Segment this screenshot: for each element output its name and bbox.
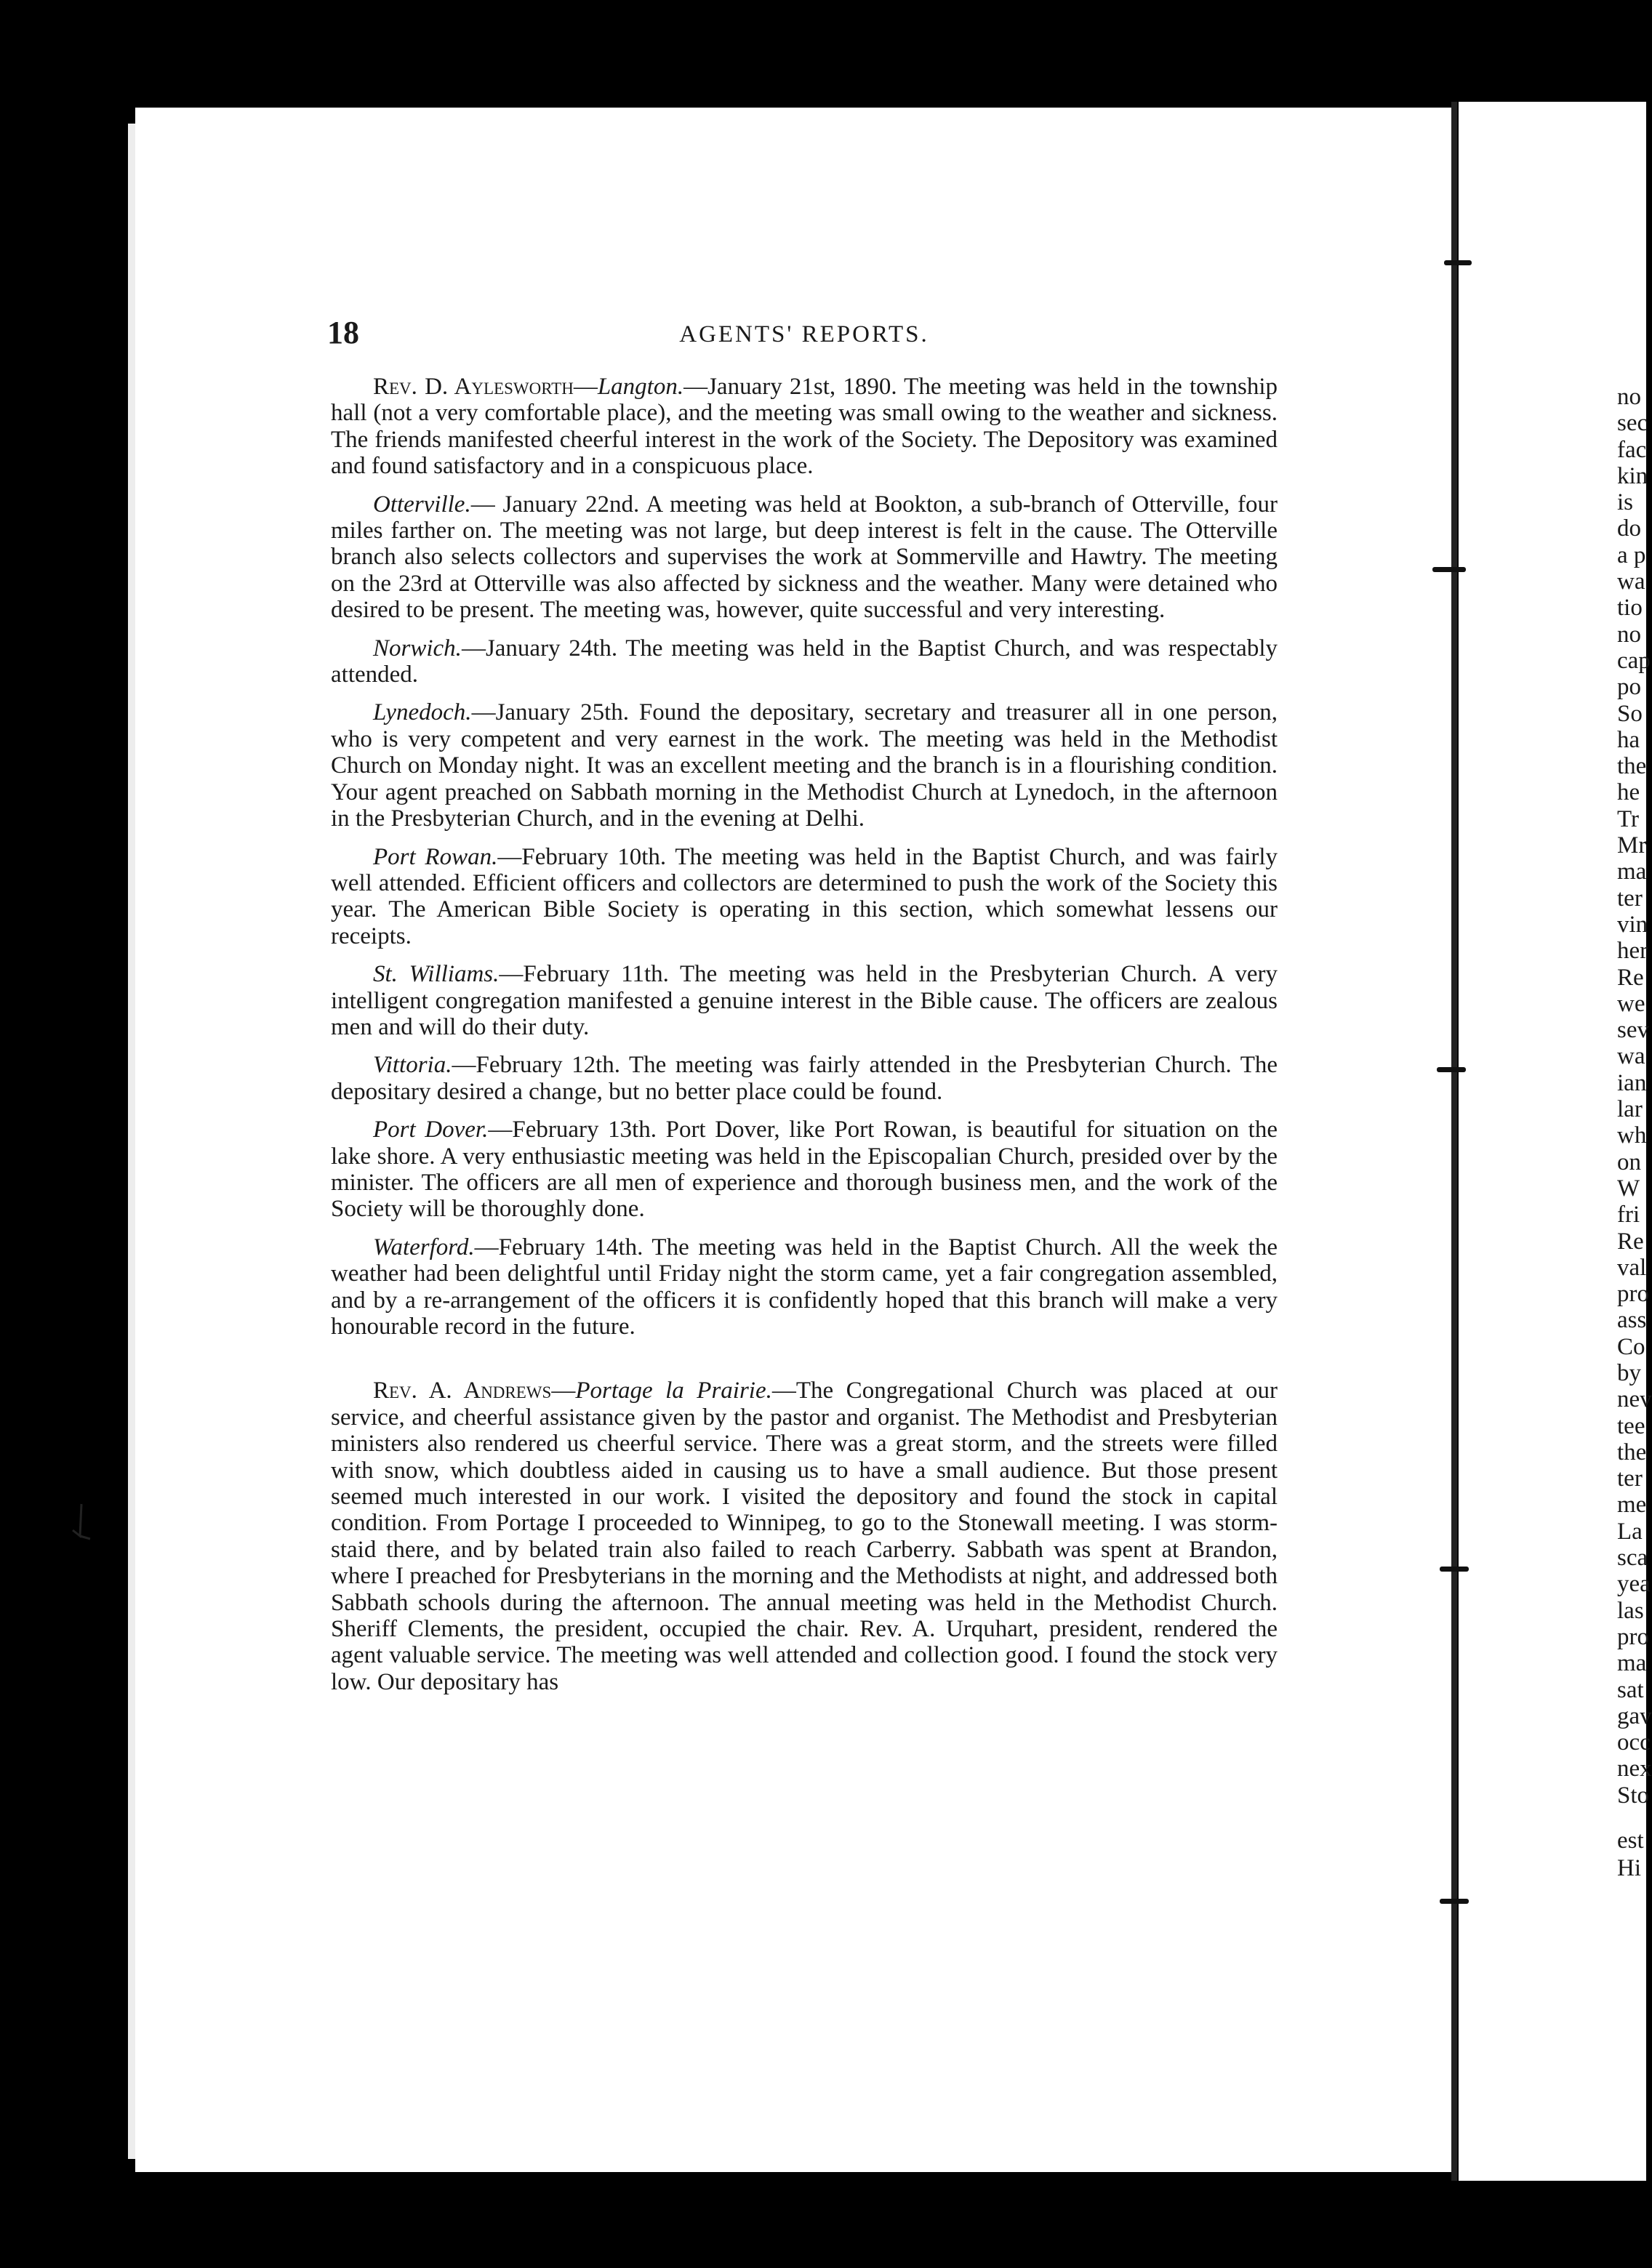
facing-page-line: lar — [1617, 1096, 1643, 1123]
place-name: Lynedoch. — [373, 699, 472, 726]
facing-page-line: no — [1617, 384, 1641, 410]
facing-page-line: on — [1617, 1149, 1641, 1175]
facing-page-line: po — [1617, 674, 1641, 701]
facing-page-line: ter — [1617, 885, 1643, 912]
agent-name: Rev. A. Andrews — [373, 1378, 552, 1404]
facing-page-line: vin — [1617, 911, 1648, 938]
facing-page-line: Mr — [1617, 832, 1647, 859]
gutter-mark — [1437, 1067, 1466, 1072]
place-name: Norwich. — [373, 635, 462, 662]
facing-page-line: ian — [1617, 1069, 1647, 1096]
place-name: Vittoria. — [373, 1052, 452, 1079]
facing-page-line: gav — [1617, 1702, 1652, 1729]
facing-page-line: sec — [1617, 410, 1648, 437]
facing-page-line: is — [1617, 489, 1634, 516]
facing-page-line: fac — [1617, 436, 1647, 463]
place-name: Waterford. — [373, 1234, 475, 1260]
facing-page-line: kin — [1617, 462, 1648, 489]
facing-page-line: ma — [1617, 858, 1647, 885]
facing-page-line: do — [1617, 515, 1641, 542]
facing-page-line: wa — [1617, 568, 1645, 595]
facing-page-line: wa — [1617, 1043, 1645, 1070]
facing-page-line: ass — [1617, 1307, 1647, 1334]
paragraph-text: —February 12th. The meeting was fairly attended in the Presbyterian Church. The depositary desired a change, but no better place could be found. — [331, 1052, 1278, 1105]
facing-page-line: pro — [1617, 1281, 1649, 1308]
facing-page-line: her — [1617, 938, 1648, 965]
facing-page-line: Tr — [1617, 805, 1639, 832]
report-paragraph — [331, 1052, 1278, 1105]
paragraph-text: — January 22nd. A meeting was held at Bookton, a sub-branch of Otterville, four miles farther on. The meeting was not large, but deep interest is felt in the cause. The Otterville branch also selects collectors and supervises the work at Sommerville and Hawtry. The meeting on the 23rd at Otterville was also affected by sickness and the weather. Many were detained who desired to be present. The meeting was, however, quite successful and very interesting. — [331, 491, 1278, 624]
facing-page-line: occ — [1617, 1729, 1651, 1756]
facing-page-line: the — [1617, 753, 1647, 780]
place-name: Port Rowan. — [373, 843, 498, 870]
facing-page-line: no — [1617, 621, 1641, 648]
gutter-mark — [1440, 1567, 1469, 1572]
report-paragraph — [331, 1234, 1278, 1340]
facing-page-line: tee — [1617, 1412, 1645, 1439]
report-paragraph: Rev. D. Aylesworth—Langton.—January 21st, 1890. The meeting was held in the township hall (not a very comfortable place), and the meeting was small owing to the weather and sickness. The friends manifested cheerful interest in the work of the Society. The Depository was examined and found satisfactory and in a conspicuous place. — [331, 374, 1278, 480]
report-paragraph — [331, 635, 1278, 688]
facing-page-line: tio — [1617, 595, 1643, 622]
facing-page-line: me — [1617, 1492, 1647, 1519]
place-name: Portage la Prairie. — [575, 1378, 772, 1404]
pencil-mark-icon — [65, 1501, 95, 1552]
place-name: Otterville. — [373, 491, 471, 518]
facing-page-line: pro — [1617, 1623, 1649, 1650]
agent-name: Rev. D. Aylesworth — [373, 374, 574, 400]
report-text — [331, 374, 1278, 1707]
facing-page-line: W — [1617, 1175, 1640, 1202]
report-paragraph — [331, 699, 1278, 832]
facing-page-line: est — [1617, 1827, 1644, 1854]
facing-page-line: val — [1617, 1254, 1647, 1281]
report-paragraph — [331, 961, 1278, 1040]
paragraph-text: —January 24th. The meeting was held in the Baptist Church, and was respectably attended. — [331, 635, 1278, 688]
page-header — [327, 314, 1281, 358]
report-paragraph — [331, 1117, 1278, 1223]
facing-page-line: Co — [1617, 1333, 1645, 1360]
facing-page-line: a p — [1617, 542, 1646, 568]
facing-page-line: Hi — [1617, 1855, 1641, 1881]
place-name: Langton. — [597, 374, 684, 400]
paragraph-text: —The Congregational Church was placed at our service, and cheerful assistance given by the pastor and organist. The Methodist and Presbyterian ministers also rendered us cheerful service. There was a great storm, and the streets were filled with snow, which doubtless aided in causing us to have a small audience. But those present seemed much interested in our work. I visited the depository and found the stock in capital condition. From Portage I proceeded to Winnipeg, to go to the Stonewall meeting. I was storm-staid there, and by belated train also failed to reach Carberry. Sabbath was spent at Brandon, where I preached for Presbyterians in the morning and the Methodists at night, and addressed both Sabbath schools during the afternoon. The annual meeting was held in the Methodist Church. Sheriff Clements, the president, occupied the chair. Rev. A. Urquhart, president, rendered the agent valuable service. The meeting was well attended and collection good. I found the stock very low. Our depositary has — [331, 1378, 1278, 1695]
paragraph-text: —February 13th. Port Dover, like Port Rowan, is beautiful for situation on the lake shore. A very enthusiastic meeting was held in the Episcopalian Church, presided over by the minister. The officers are all men of experience and thorough business men, and the work of the Society will be thoroughly done. — [331, 1117, 1278, 1223]
facing-page-line: wh — [1617, 1122, 1647, 1149]
facing-page-line: yea — [1617, 1571, 1651, 1598]
gutter-mark — [1440, 1899, 1469, 1904]
facing-page-line: Re — [1617, 1228, 1644, 1255]
facing-page-line: las — [1617, 1597, 1644, 1624]
paragraph-text: —February 11th. The meeting was held in the Presbyterian Church. A very intelligent congregation manifested a genuine interest in the Bible cause. The officers are zealous men and will do their duty. — [331, 961, 1278, 1040]
facing-page-line: the — [1617, 1439, 1647, 1465]
paragraph-text: —February 14th. The meeting was held in the Baptist Church. All the week the weather had been delightful until Friday night the storm came, yet a fair congregation assembled, and by a re-arrangement of the officers it is confidently hoped that this branch will make a very honourable record in the future. — [331, 1234, 1278, 1340]
facing-page-line: ma — [1617, 1650, 1647, 1677]
report-paragraph — [331, 491, 1278, 624]
facing-page-line: ter — [1617, 1465, 1643, 1492]
facing-page-line: nev — [1617, 1386, 1652, 1413]
running-head: AGENTS' REPORTS. — [679, 321, 929, 347]
paragraph-text: —January 21st, 1890. The meeting was held in the township hall (not a very comfortable place), and the meeting was small owing to the weather and sickness. The friends manifested cheerful interest in the work of the Society. The Depository was examined and found satisfactory and in a conspicuous place. — [331, 374, 1278, 480]
facing-page-line: nex — [1617, 1756, 1652, 1782]
facing-page-tail — [1617, 1827, 1646, 1883]
paragraph-text: —February 10th. The meeting was held in the Baptist Church, and was fairly well attended. Efficient officers and collectors are determined to push the work of the Society this year. The American Bible Society is operating in this section, which somewhat lessens our receipts. — [331, 843, 1278, 949]
facing-page-line: Sto — [1617, 1782, 1650, 1809]
facing-page-line: La — [1617, 1518, 1643, 1545]
facing-page-line: by — [1617, 1359, 1641, 1386]
facing-page-text — [1617, 384, 1652, 1809]
facing-page-line: sat — [1617, 1676, 1644, 1703]
facing-page-line: fri — [1617, 1202, 1640, 1228]
facing-page-line: sev — [1617, 1017, 1649, 1044]
facing-page-line: he — [1617, 779, 1640, 806]
gutter-mark — [1432, 567, 1466, 572]
place-name: Port Dover. — [373, 1117, 489, 1143]
book-gutter — [1451, 102, 1457, 2181]
facing-page-line: cap — [1617, 647, 1651, 674]
page-number: 18 — [327, 315, 359, 350]
report-paragraph: Rev. A. Andrews—Portage la Prairie.—The Congregational Church was placed at our service, and cheerful assistance given by the pastor and organist. The Methodist and Presbyterian ministers also rendered us cheerful service. There was a great storm, and the streets were filled with snow, which doubtless aided in causing us to have a small audience. But those present seemed much interested in our work. I visited the depository and found the stock in capital condition. From Portage I proceeded to Winnipeg, to go to the Stonewall meeting. I was storm-staid there, and by belated train also failed to reach Carberry. Sabbath was spent at Brandon, where I preached for Presbyterians in the morning and the Methodists at night, and addressed both Sabbath schools during the afternoon. The annual meeting was held in the Methodist Church. Sheriff Clements, the president, occupied the chair. Rev. A. Urquhart, president, rendered the agent valuable service. The meeting was well attended and collection good. I found the stock very low. Our depositary has — [331, 1378, 1278, 1695]
facing-page-line: So — [1617, 700, 1643, 727]
paragraph-text: —January 25th. Found the depositary, secretary and treasurer all in one person, who is very competent and very earnest in the work. The meeting was held in the Methodist Church on Monday night. It was an excellent meeting and the branch is in a flourishing condition. Your agent preached on Sabbath morning in the Methodist Church at Lynedoch, in the afternoon in the Presbyterian Church, and in the evening at Delhi. — [331, 699, 1278, 832]
facing-page-line: Re — [1617, 964, 1644, 991]
facing-page-line: we — [1617, 990, 1645, 1017]
place-name: St. Williams. — [373, 961, 500, 988]
gutter-mark — [1444, 260, 1472, 265]
report-paragraph — [331, 844, 1278, 950]
facing-page-line: ha — [1617, 726, 1640, 753]
facing-page-line: sca — [1617, 1545, 1648, 1572]
